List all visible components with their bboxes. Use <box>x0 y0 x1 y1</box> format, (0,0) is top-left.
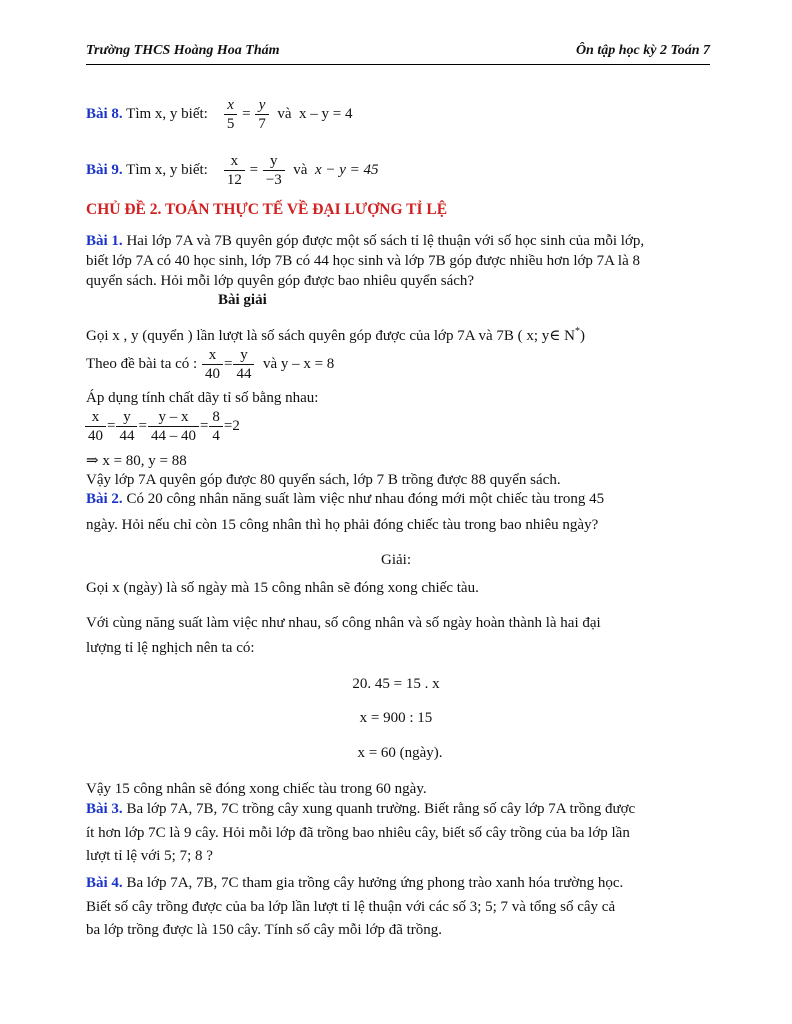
bai2-eq1: 20. 45 = 15 . x <box>352 676 440 692</box>
bai2-eq3: x = 60 (ngày). <box>357 745 443 761</box>
bai2-giai: Giải: <box>381 552 411 568</box>
bai1-apdung: Áp dụng tính chất dãy tỉ số bằng nhau: <box>86 390 319 406</box>
bai2-voi2: lượng tỉ lệ nghịch nên ta có: <box>86 640 255 656</box>
bai9-cond: x − y = 45 <box>314 161 379 178</box>
bai8-frac-x: $\frac{x}{5}$ <box>224 96 238 133</box>
bai4-line1: Bài 4. Ba lớp 7A, 7B, 7C tham gia trồng cây hưởng ứng phong trào xanh hóa trường học. <box>86 875 624 891</box>
bai2-line2: ngày. Hỏi nếu chỉ còn 15 công nhân thì họ phải đóng chiếc tàu trong bao nhiêu ngày? <box>86 517 599 533</box>
bai1-frac-x40: $\frac{x}{40}$ <box>202 346 223 383</box>
bai1-line2: biết lớp 7A có 40 học sinh, lớp 7B có 44 học sinh và lớp 7B góp được nhiều hơn lớp 7A là 8 <box>86 253 641 269</box>
bai9-eq: = <box>249 161 259 178</box>
bai2-label: Bài 2. <box>86 491 123 507</box>
bai9-label: Bài 9. <box>86 161 123 178</box>
bai1-theo: Theo đề bài ta có : $\frac{x}{40}$ = $\frac{y}{44}$ và y – x = 8 <box>86 347 335 382</box>
bai9-text: Tìm x, y biết: <box>126 161 208 178</box>
bai8-cond: x – y = 4 <box>298 105 353 122</box>
bai2-voi1: Với cùng năng suất làm việc như nhau, số công nhân và số ngày hoàn thành là hai đại <box>86 615 601 631</box>
bai8-label: Bài 8. <box>86 105 123 122</box>
bai8-text: Tìm x, y biết: <box>126 105 208 122</box>
bai2-eq2: x = 900 : 15 <box>359 710 433 726</box>
bai9-frac-y: $\frac{y}{-3}$ <box>263 152 285 189</box>
bai1-result: ⇒ x = 80, y = 88 <box>86 453 187 469</box>
bai9-frac-x: $\frac{x}{12}$ <box>224 152 245 189</box>
bai8-frac-y: $\frac{y}{7}$ <box>255 96 269 133</box>
bai3-label: Bài 3. <box>86 801 123 817</box>
bai1-label: Bài 1. <box>86 233 123 249</box>
bai1-solution-title: Bài giải <box>218 292 267 308</box>
bai1-frac-y44: $\frac{y}{44}$ <box>233 346 254 383</box>
bai4-label: Bài 4. <box>86 875 123 891</box>
bai2-line1: Bài 2. Có 20 công nhân năng suất làm việc như nhau đóng mới một chiếc tàu trong 45 <box>86 491 605 507</box>
bai1-conclusion: Vậy lớp 7A quyên góp được 80 quyển sách, lớp 7 B trồng được 88 quyển sách. <box>86 472 561 488</box>
chude-heading: CHỦ ĐỀ 2. TOÁN THỰC TẾ VỀ ĐẠI LƯỢNG TỈ LỆ <box>86 201 448 218</box>
bai2-conclusion: Vậy 15 công nhân sẽ đóng xong chiếc tàu trong 60 ngày. <box>86 781 427 797</box>
bai3-line1: Bài 3. Ba lớp 7A, 7B, 7C trồng cây xung quanh trường. Biết rằng số cây lớp 7A trồng được <box>86 801 636 817</box>
bai8-line <box>86 96 352 133</box>
bai3-line3: lượt tỉ lệ với 5; 7; 8 ? <box>86 848 213 864</box>
bai4-line3: ba lớp trồng được là 150 cây. Tính số cây mỗi lớp đã trồng. <box>86 922 443 938</box>
bai1-goi: Gọi x , y (quyển ) lần lượt là số sách quyên góp được của lớp 7A và 7B ( x; y∈ N*) <box>86 326 585 344</box>
bai1-line1 <box>86 231 644 251</box>
bai8-and: và <box>277 105 292 122</box>
bai2-goi: Gọi x (ngày) là số ngày mà 15 công nhân sẽ đóng xong chiếc tàu. <box>86 580 479 596</box>
bai1-text1: Hai lớp 7A và 7B quyên góp được một số sách tỉ lệ thuận với số học sinh của mỗi lớp, <box>126 233 645 249</box>
bai9-line <box>86 152 379 189</box>
header-subject: Ôn tập học kỳ 2 Toán 7 <box>575 43 710 58</box>
bai3-line2: ít hơn lớp 7C là 9 cây. Hỏi mỗi lớp đã trồng bao nhiêu cây, biết số cây trồng của ba lớp lần <box>86 825 630 841</box>
header-school: Trường THCS Hoàng Hoa Thám <box>86 43 280 58</box>
page-header <box>86 38 710 65</box>
bai8-eq: = <box>242 105 251 122</box>
bai1-line3: quyển sách. Hỏi mỗi lớp quyên góp được bao nhiêu quyển sách? <box>86 273 475 289</box>
bai1-equal-ratios: $\frac{x}{40}$ = $\frac{y}{44}$ = $\frac{y - x}{44 - 40}$ = $\frac{8}{4}$ =2 <box>84 408 240 445</box>
bai4-line2: Biết số cây trồng được của ba lớp lần lượt tỉ lệ thuận với các số 3; 5; 7 và tổng số cây cả <box>86 899 616 915</box>
bai9-and: và <box>293 161 308 178</box>
